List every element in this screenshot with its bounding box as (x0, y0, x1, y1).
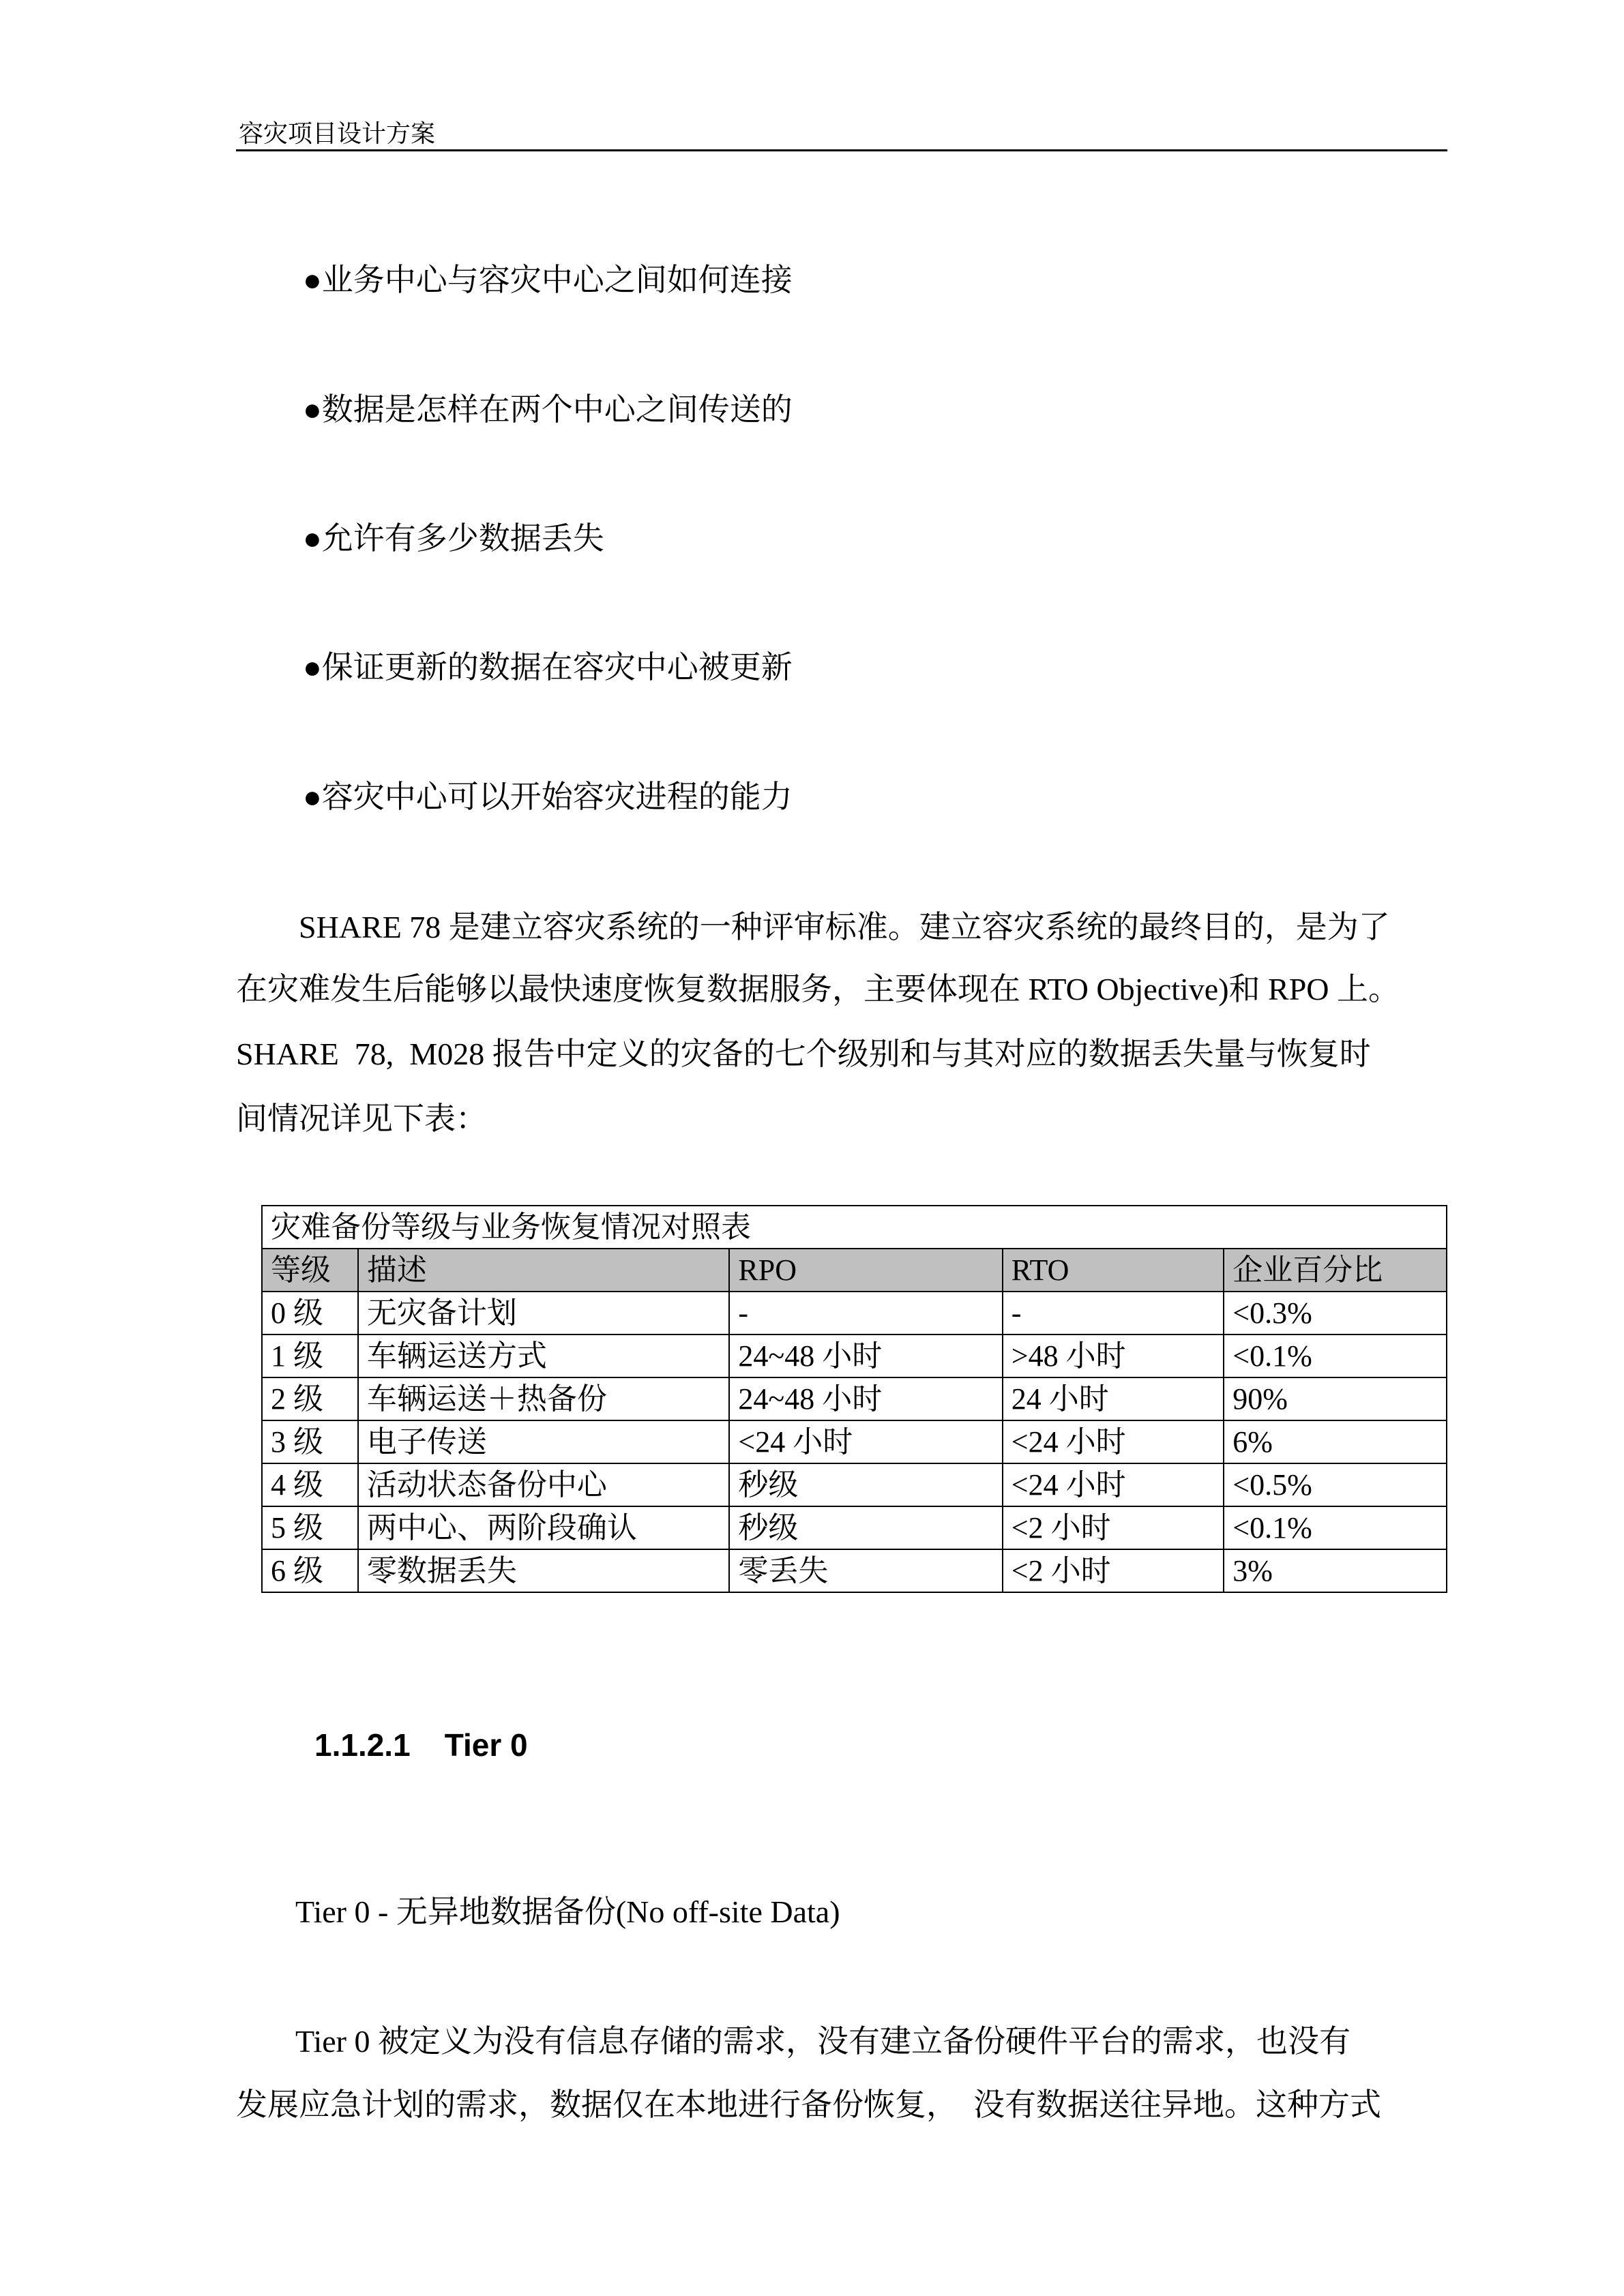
table-cell: 4 级 (262, 1463, 358, 1506)
bullet-item: ●保证更新的数据在容灾中心被更新 (303, 650, 793, 685)
paragraph-line: 发展应急计划的需求，数据仅在本地进行备份恢复， 没有数据送往异地。这种方式 (236, 2087, 1381, 2122)
table-cell: <24 小时 (1003, 1420, 1224, 1463)
table-cell: <0.1% (1224, 1506, 1447, 1549)
table-cell: 两中心、两阶段确认 (358, 1506, 730, 1549)
table-cell: 5 级 (262, 1506, 358, 1549)
tier0-subtitle: Tier 0 - 无异地数据备份(No off-site Data) (295, 1894, 840, 1929)
table-cell: 1 级 (262, 1335, 358, 1377)
table-cell: 24~48 小时 (729, 1335, 1002, 1377)
table-cell: 3% (1224, 1549, 1447, 1592)
paragraph-line: SHARE 78 是建立容灾系统的一种评审标准。建立容灾系统的最终目的，是为了 (299, 910, 1390, 944)
table-row (262, 1506, 1447, 1549)
table-header-row (262, 1249, 1447, 1292)
paragraph-line: 间情况详见下表： (236, 1101, 487, 1136)
bullet-item: ●业务中心与容灾中心之间如何连接 (303, 263, 793, 297)
table-cell: <0.1% (1224, 1335, 1447, 1377)
bullet-item: ●允许有多少数据丢失 (303, 521, 604, 556)
table-cell: 车辆运送＋热备份 (358, 1377, 730, 1420)
table-cell: <0.5% (1224, 1463, 1447, 1506)
paragraph-line: SHARE 78, M028 报告中定义的灾备的七个级别和与其对应的数据丢失量与恢复时 (236, 1037, 1371, 1071)
column-header: RTO (1003, 1249, 1224, 1292)
table-cell: <0.3% (1224, 1292, 1447, 1335)
table-cell: <2 小时 (1003, 1506, 1224, 1549)
table-title: 灾难备份等级与业务恢复情况对照表 (262, 1206, 1447, 1249)
column-header: 描述 (358, 1249, 730, 1292)
table-cell: 90% (1224, 1377, 1447, 1420)
column-header: RPO (729, 1249, 1002, 1292)
table-cell: 24~48 小时 (729, 1377, 1002, 1420)
section-title: Tier 0 (444, 1727, 528, 1763)
table-cell: <2 小时 (1003, 1549, 1224, 1592)
table-cell: - (1003, 1292, 1224, 1335)
paragraph-line: 在灾难发生后能够以最快速度恢复数据服务，主要体现在 RTO Objective)和 RPO 上。 (236, 972, 1400, 1007)
table-cell: >48 小时 (1003, 1335, 1224, 1377)
table-row (262, 1463, 1447, 1506)
table-cell: 零丢失 (729, 1549, 1002, 1592)
paragraph-line: Tier 0 被定义为没有信息存储的需求，没有建立备份硬件平台的需求，也没有 (295, 2024, 1350, 2059)
table-cell: 6% (1224, 1420, 1447, 1463)
table-row (262, 1420, 1447, 1463)
header-divider (236, 149, 1447, 151)
table-cell: 无灾备计划 (358, 1292, 730, 1335)
table-cell: 秒级 (729, 1463, 1002, 1506)
table-cell: <24 小时 (1003, 1463, 1224, 1506)
section-heading (314, 1727, 528, 1763)
table-cell: 活动状态备份中心 (358, 1463, 730, 1506)
table-cell: <24 小时 (729, 1420, 1002, 1463)
table-cell: 24 小时 (1003, 1377, 1224, 1420)
column-header: 企业百分比 (1224, 1249, 1447, 1292)
column-header: 等级 (262, 1249, 358, 1292)
table-row (262, 1377, 1447, 1420)
bullet-item: ●容灾中心可以开始容灾进程的能力 (303, 779, 793, 814)
table-cell: 零数据丢失 (358, 1549, 730, 1592)
section-number: 1.1.2.1 (314, 1727, 411, 1763)
table-cell: 车辆运送方式 (358, 1335, 730, 1377)
disaster-recovery-tier-table (261, 1205, 1447, 1593)
table-row (262, 1292, 1447, 1335)
table-cell: 秒级 (729, 1506, 1002, 1549)
table-row (262, 1335, 1447, 1377)
table-row (262, 1549, 1447, 1592)
page-header-title: 容灾项目设计方案 (239, 120, 436, 147)
table-cell: 3 级 (262, 1420, 358, 1463)
bullet-item: ●数据是怎样在两个中心之间传送的 (303, 392, 793, 427)
table-cell: 6 级 (262, 1549, 358, 1592)
table-cell: 0 级 (262, 1292, 358, 1335)
table-cell: - (729, 1292, 1002, 1335)
table-cell: 电子传送 (358, 1420, 730, 1463)
table-cell: 2 级 (262, 1377, 358, 1420)
